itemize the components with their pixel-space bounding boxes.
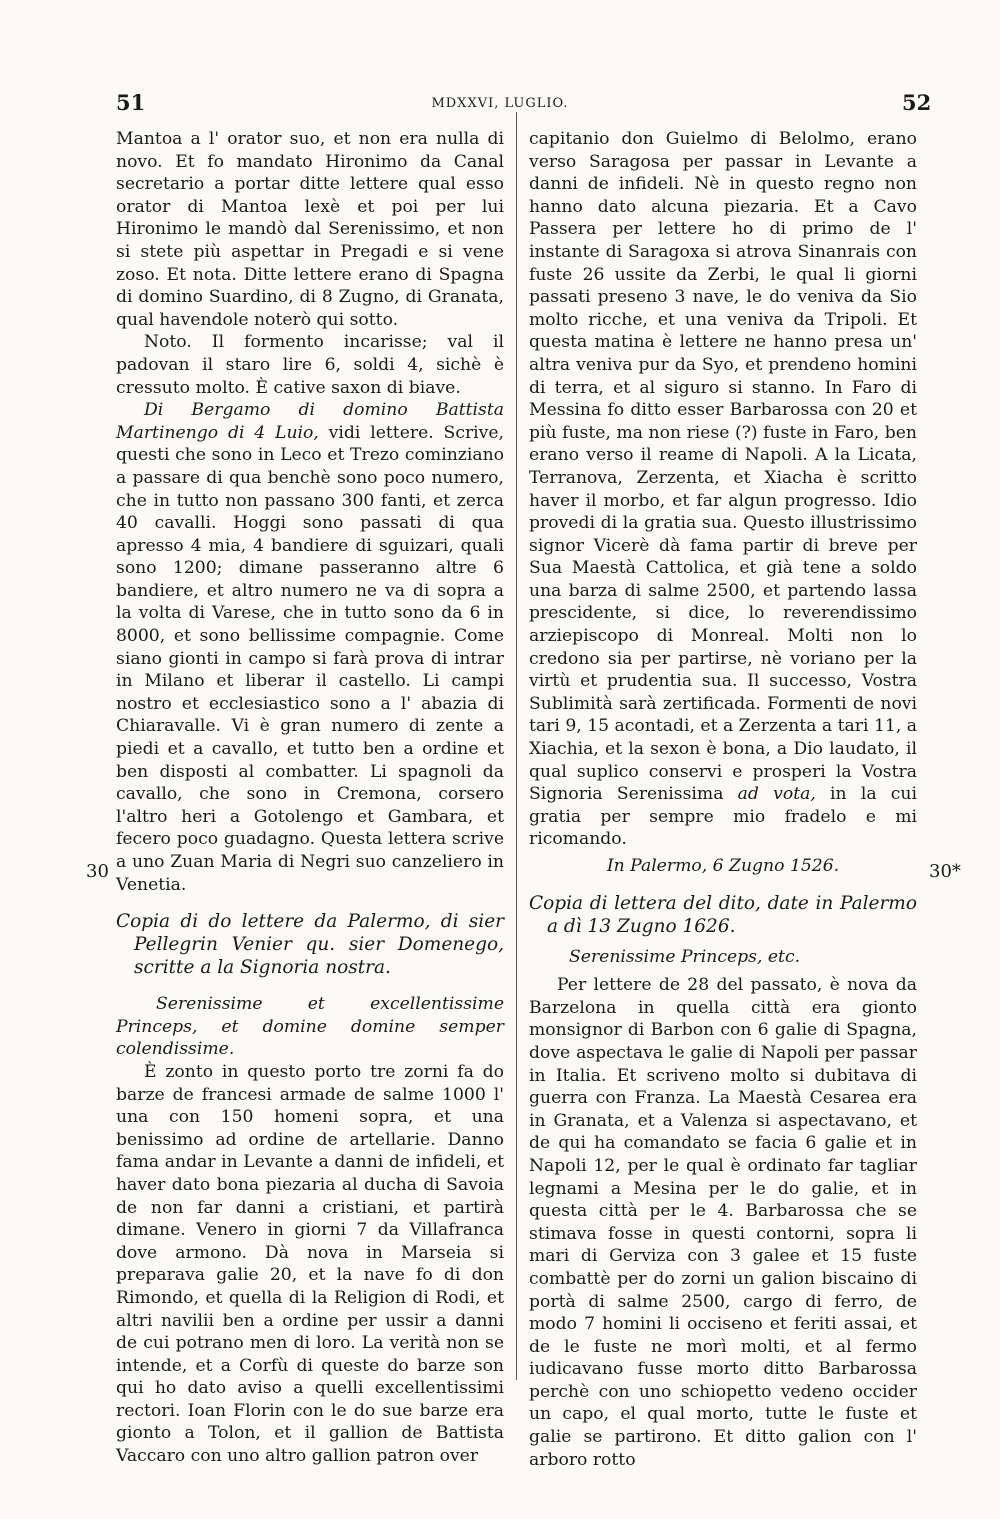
left-page-number: 51: [116, 90, 146, 115]
paragraph-text: in la cui gratia per sempre mio fradelo e mi ricomando.: [529, 784, 917, 850]
left-column: [116, 128, 504, 1468]
paragraph: [529, 128, 917, 851]
running-title: MDXXVI, LUGLIO.: [431, 96, 569, 111]
salutation: Serenissime Princeps, etc.: [569, 946, 801, 967]
right-margin-number: 30*: [929, 861, 961, 882]
column-divider: [516, 112, 517, 1380]
paragraph: Noto. Il formento incarisse; val il padovan il staro lire 6, soldi 4, sichè è cressuto molto. È cative saxon di biave.: [116, 332, 504, 398]
salutation: Serenissime et excellentissime Princeps, et domine domine semper colendissime.: [116, 994, 504, 1060]
paragraph: Mantoa a l' orator suo, et non era nulla di novo. Et fo mandato Hironimo da Canal secretario a portar ditte lettere qual esso orator di Mantoa lexè et poi per lui Hironimo le mandò dal Serenissimo, et non si stete più aspettar in Pregadi e si vene zoso. Et nota. Ditte lettere erano di Spagna di domino Suardino, di 8 Zugno, di Granata, qual havendole noterò qui sotto.: [116, 129, 504, 330]
paragraph-text: capitanio don Guielmo di Belolmo, erano verso Saragosa per passar in Levante a danni de infideli. Nè in questo regno non hanno dato alcuna piezaria. Et a Cavo Passera per lettere ho di primo de l' instante di Saragoxa si atrova Sinanrais con fuste 26 ussite da Zerbi, le qual li giorni passati preseno 3 nave, le do veniva da Sio molto ricche, et una veniva da Tripoli. Et questa matina è lettere ne hanno presa un' altra veniva pur da Syo, et prendeno homini di terra, et al siguro si stanno. In Faro di Messina fo ditto esser Barbarossa con 20 et più fuste, ma non riese (?) fuste in Faro, ben erano verso il reame di Napoli. A la Licata, Terranova, Zerzenta, et Xiacha è scritto haver il morbo, et far algun progresso. Idio provedi di la gratia sua. Questo illustrissimo signor Vicerè dà fama partir di breve per Sua Maestà Cattolica, et già tene a soldo una barza di salme 2500, et partendo lassa prescidente, si dice, lo reverendissimo arziepiscopo di Monreal. Molti non lo credono sia per partirse, nè voriano per la virtù et prudentia sua. Il successo, Vostra Sublimità sarà zertificada. Formenti de novi tari 9, 15 acontadi, et a Zerzenta a tari 11, a Xiachia, et la sexon è bona, a Dio laudato, il qual suplico conservi e prosperi la Vostra Signoria Serenissima: [529, 129, 917, 805]
paragraph-text: vidi lettere. Scrive, questi che sono in Leco et Trezo cominziano a passare di qua benchè sono poco numero, che in tutto non passano 300 fanti, et zerca 40 cavalli. Hoggi sono passati di qua apresso 4 mia, 4 bandiere di sguizari, quali sono 1200; dimane passeranno altre 6 bandiere, et altro numero ne va di sopra a la volta di Varese, che in tutto sono da 6 in 8000, et sono bellissime compagnie. Come siano gionti in campo si farà prova di intrar in Milano et liberar il castello. Li campi nostro et ecclesiastico sono a l' abazia di Chiaravalle. Vi è gran numero di zente a piedi et a cavallo, et tutto ben a ordine et ben disposti al combatter. Li spagnoli da cavallo, che sono in Cremona, corsero l'altro heri a Gotolengo et Gambara, et fecero poco guadagno. Questa lettera scrive a uno Zuan Maria di Negri suo canzeliero in Venetia.: [116, 422, 504, 895]
section-heading: Copia di lettera del dito, date in Palermo a dì 13 Zugno 1626.: [529, 892, 917, 937]
paragraph: [116, 399, 504, 896]
letter-source: Di Bergamo di domino Battista Martinengo di 4 Luio,: [116, 400, 504, 443]
dateline: In Palermo, 6 Zugno 1526.: [606, 856, 840, 876]
right-column: [529, 128, 917, 1471]
left-margin-number: 30: [86, 861, 109, 882]
italic-phrase: ad vota,: [737, 784, 816, 805]
section-heading: Copia di do lettere da Palermo, di sier Pellegrin Venier qu. sier Domenego, scritte a la Signoria nostra.: [116, 911, 504, 979]
paragraph: Per lettere de 28 del passato, è nova da Barzelona in quella città era gionto monsignor di Barbon con 6 galie di Spagna, dove aspectava le galie di Napoli per passar in Italia. Et scriveno molto si dubitava di guerra con Franza. La Maestà Cesarea era in Granata, et a Valenza si aspectavano, et de qui ha comandato se facia 6 galie et in Napoli 12, per le qual è ordinato far tagliar legnami a Mesina per le do galie, et in questa città per le 4. Barbarossa che se stimava fosse in questi contorni, sopra li mari di Gerviza con 3 galee et 15 fuste combattè per do zorni un galion biscaino di portà di salme 2500, cargo di ferro, de modo 7 homini li occiseno et feriti assai, et de le fuste ne morì molti, et al fermo iudicavano fusse morto ditto Barbarossa perchè con uno schiopetto vedeno occider un capo, el qual morto, tutte le fuste et galie se partirono. Et ditto galion con l' arboro rotto: [529, 975, 917, 1470]
right-page-number: 52: [902, 90, 932, 115]
paragraph: È zonto in questo porto tre zorni fa do barze de francesi armade de salme 1000 l' una con 150 homeni sopra, et una benissimo ad ordine de artellarie. Danno fama andar in Levante a danni de infideli, et haver dato bona piezaria al ducha di Savoia de non far danni a cristiani, et partirà dimane. Venero in giorni 7 da Villafranca dove armono. Dà nova in Marseia si preparava galie 20, et la nave fo di don Rimondo, et quella di la Religion di Rodi, et altri navilii ben a ordine per ussir a danni de cui potrano men di loro. La verità non se intende, et a Corfù di queste do barze son qui ho dato aviso a quelli excellentissimi rectori. Ioan Florin con le do sue barze era gionto a Tolon, et il gallion de Battista Vaccaro con uno altro gallion patron over: [116, 1061, 504, 1467]
